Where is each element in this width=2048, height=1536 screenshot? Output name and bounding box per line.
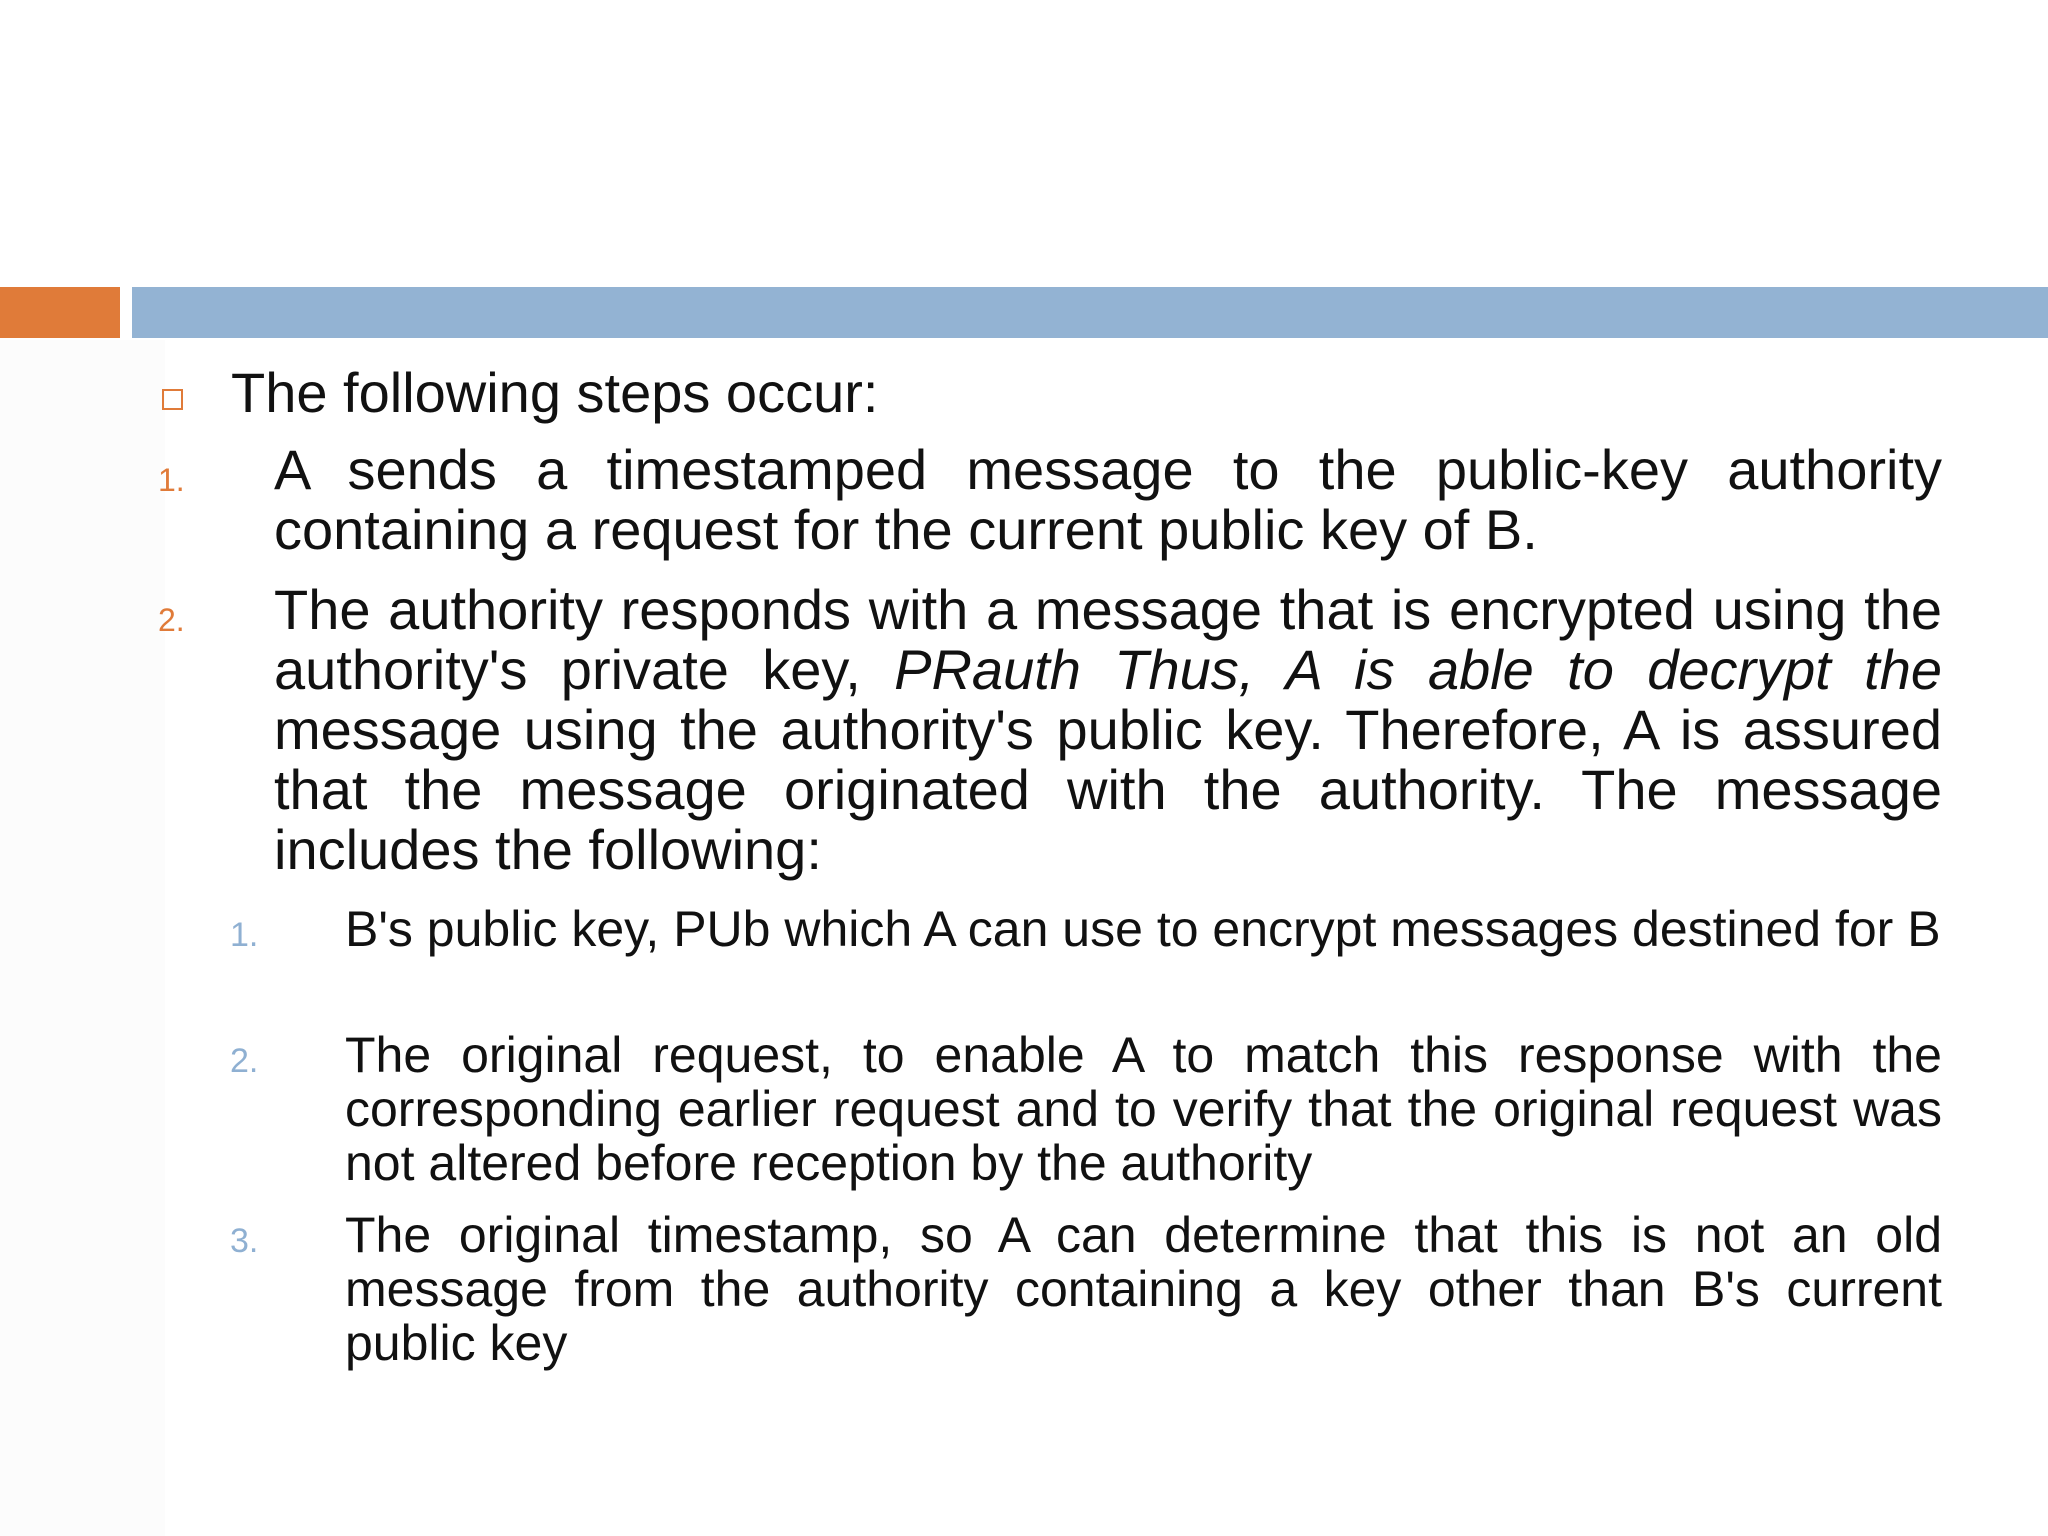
step-text-part: message using the authority's public key. Therefore, A is assured that the message originated with the authority. The message includes the following: (274, 698, 1942, 881)
step-text: A sends a timestamped message to the public-key authority containing a request for the current public key of B. (274, 438, 1942, 561)
substep-number: 1. (230, 916, 259, 954)
substep-text: The original request, to enable A to match this response with the corresponding earlier request and to verify that the original request was not altered before reception by the authority (345, 1027, 1942, 1191)
substep-text: B's public key, PUb which A can use to encrypt messages destined for B (345, 901, 1941, 957)
step-number: 2. (158, 602, 185, 638)
step-text-part: The authority responds with a message that is encrypted using the authority's private key, (274, 578, 1942, 701)
substep-number: 2. (230, 1042, 259, 1080)
step-number: 1. (158, 462, 185, 498)
square-bullet-icon (162, 389, 183, 410)
step-text-italic: PRauth Thus, A is able to decrypt the (894, 638, 1943, 701)
intro-text: The following steps occur: (231, 361, 879, 424)
substep-number: 3. (230, 1222, 259, 1260)
substep-text: The original timestamp, so A can determine that this is not an old message from the authority containing a key other than B's current public key (345, 1207, 1942, 1371)
step-text (274, 580, 1942, 880)
